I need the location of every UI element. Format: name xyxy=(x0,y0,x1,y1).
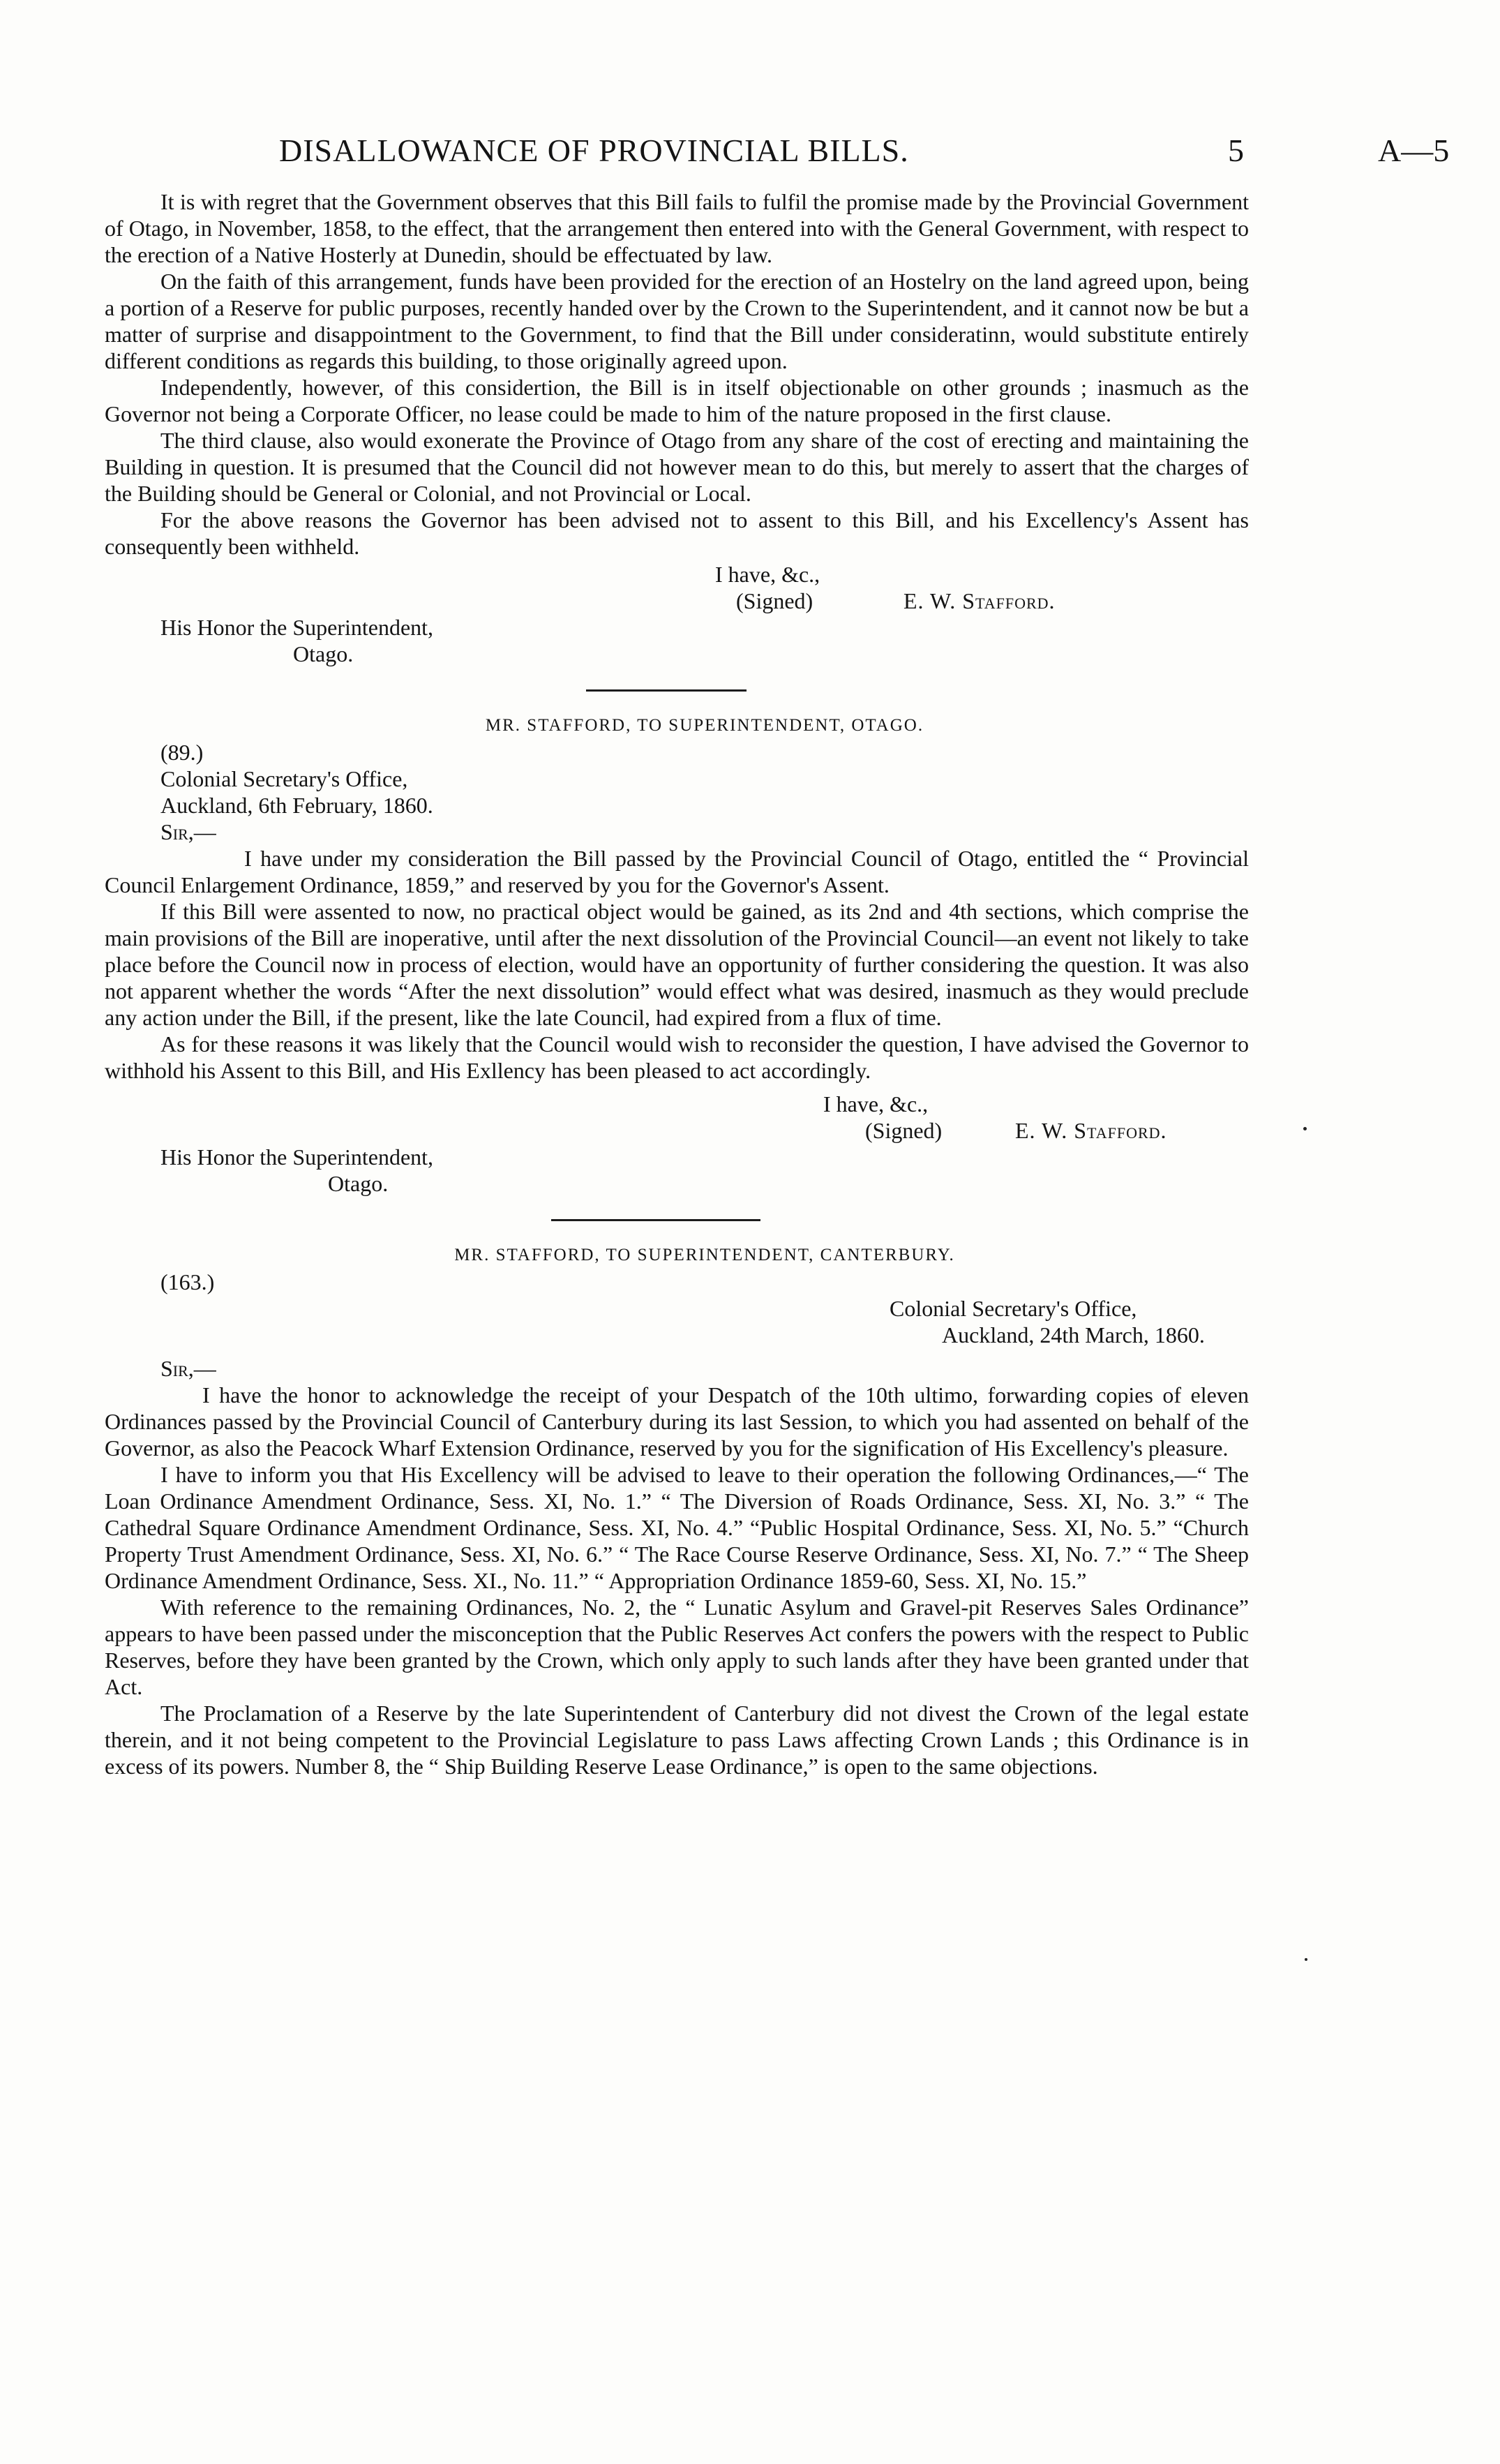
signatory: E. W. Stafford. xyxy=(903,588,1056,613)
letter-canterbury-ordinances xyxy=(105,1242,1249,1779)
letter-otago-hostelry xyxy=(105,188,1249,667)
letter-number: (89.) xyxy=(160,740,204,765)
paragraph: I have to inform you that His Excellency will be advised to leave to their operation the following Ordinances,—“ The Loan Ordinance Amendment Ordinance, Sess. XI, No. 1.” “ The Diversion of Roads Ordinance, Sess. XI, No. 3.” “ The Cathedral Square Ordinance Amendment Ordinance, Sess. XI, No. 4.” “Public Hospital Ordinance, Sess. XI, No. 5.” “Church Property Trust Amendment Ordinance, Sess. XI, No. 6.” “ The Race Course Reserve Ordinance, Sess. XI, No. 7.” “ The Sheep Ordinance Amendment Ordinance, Sess. XI., No. 11.” “ Appropriation Ordinance 1859-60, Sess. XI, No. 15.” xyxy=(105,1462,1249,1593)
ink-speck xyxy=(1303,1127,1307,1130)
paragraph: With reference to the remaining Ordinances, No. 2, the “ Lunatic Asylum and Gravel-pit Reserves Sales Ordinance” appears to have been passed under the misconception that the Public Reserves Act confers the powers with the respect to Public Reserves, before they have been granted by the Crown, which only apply to such lands after they have been granted under that Act. xyxy=(105,1595,1249,1699)
addressee: His Honor the Superintendent, xyxy=(160,615,434,640)
page-title: DISALLOWANCE OF PROVINCIAL BILLS. xyxy=(279,133,909,168)
section-divider xyxy=(586,689,747,692)
signed-label: (Signed) xyxy=(865,1118,943,1143)
place-date: Auckland, 24th March, 1860. xyxy=(942,1322,1205,1347)
closing: I have, &c., xyxy=(823,1091,929,1117)
ink-speck xyxy=(1305,1958,1307,1961)
paragraph: Independently, however, of this considertion, the Bill is in itself objectionable on other grounds ; inasmuch as the Governor not being a Corporate Officer, no lease could be made to him of the nature proposed in the first clause. xyxy=(105,375,1249,426)
salutation: Sir,— xyxy=(160,1356,216,1381)
closing: I have, &c., xyxy=(715,562,820,587)
addressee-place: Otago. xyxy=(328,1171,389,1196)
closing-line xyxy=(105,1091,1249,1117)
salutation: Sir,— xyxy=(160,819,216,844)
letter-heading: MR. STAFFORD, TO SUPERINTENDENT, OTAGO. xyxy=(485,716,924,735)
paragraph: As for these reasons it was likely that the Council would wish to reconsider the question, I have advised the Governor to withhold his Assent to this Bill, and His Exllency has been pleased to act accordingly. xyxy=(105,1031,1249,1083)
letter-otago-enlargement xyxy=(105,712,1249,1197)
running-header xyxy=(0,130,1500,172)
paragraph: If this Bill were assented to now, no practical object would be gained, as its 2nd and 4th sections, which comprise the main provisions of the Bill are inoperative, until after the next dissolution of the Provincial Council—an event not likely to take place before the Council now in process of election, would have an opportunity of further considering the question. It was also not apparent whether the words “After the next dissolution” would effect what was desired, inasmuch as they would preclude any action under the Bill, if the present, like the late Council, had expired from a flux of time. xyxy=(105,899,1249,1030)
paper-reference: A—5 xyxy=(1378,133,1450,168)
letter-heading: MR. STAFFORD, TO SUPERINTENDENT, CANTERBURY. xyxy=(454,1246,955,1264)
signature-line xyxy=(105,588,1249,614)
paragraph: I have under my consideration the Bill passed by the Provincial Council of Otago, entitled the “ Provincial Council Enlargement Ordinance, 1859,” and reserved by you for the Governor's Assent. xyxy=(105,846,1249,897)
paragraph: On the faith of this arrangement, funds have been provided for the erection of an Hostelry on the land agreed upon, being a portion of a Reserve for public purposes, recently handed over by the Crown to the Superintendent, and it cannot now be but a matter of surprise and disappointment to the Government, to find that the Bill under consideratinn, would substitute entirely different conditions as regards this building, to those originally agreed upon. xyxy=(105,269,1249,373)
addressee: His Honor the Superintendent, xyxy=(160,1144,434,1170)
addressee-place: Otago. xyxy=(293,641,354,666)
signed-label: (Signed) xyxy=(736,588,813,613)
letter-number: (163.) xyxy=(160,1269,215,1294)
sender-office: Colonial Secretary's Office, xyxy=(160,766,408,791)
paragraph: It is with regret that the Government observes that this Bill fails to fulfil the promise made by the Provincial Government of Otago, in November, 1858, to the effect, that the arrangement then entered into with the General Government, with respect to the erection of a Native Hosterly at Dunedin, should be effectuated by law. xyxy=(105,189,1249,267)
section-divider xyxy=(551,1219,760,1221)
place-date: Auckland, 6th February, 1860. xyxy=(160,793,433,818)
page-body xyxy=(105,188,1249,1779)
page-number: 5 xyxy=(1228,133,1244,168)
paragraph: I have the honor to acknowledge the receipt of your Despatch of the 10th ultimo, forwarding copies of eleven Ordinances passed by the Provincial Council of Canterbury during its last Session, to which you had assented on behalf of the Governor, as also the Peacock Wharf Extension Ordinance, reserved by you for the signification of His Excellency's pleasure. xyxy=(105,1382,1249,1461)
paragraph: The Proclamation of a Reserve by the late Superintendent of Canterbury did not divest the Crown of the legal estate therein, and it not being competent to the Provincial Legislature to pass Laws affecting Crown Lands ; this Ordinance is in excess of its powers. Number 8, the “ Ship Building Reserve Lease Ordinance,” is open to the same objections. xyxy=(105,1701,1249,1779)
signature-line xyxy=(105,1117,1249,1144)
paragraph: For the above reasons the Governor has been advised not to assent to this Bill, and his Excellency's Assent has consequently been withheld. xyxy=(105,507,1249,559)
signatory: E. W. Stafford. xyxy=(1015,1118,1167,1143)
closing-line xyxy=(105,561,1249,588)
sender-office: Colonial Secretary's Office, xyxy=(890,1296,1137,1321)
paragraph: The third clause, also would exonerate the Province of Otago from any share of the cost of erecting and maintaining the Building in question. It is presumed that the Council did not however mean to do this, but merely to assert that the charges of the Building should be General or Colonial, and not Provincial or Local. xyxy=(105,428,1249,506)
